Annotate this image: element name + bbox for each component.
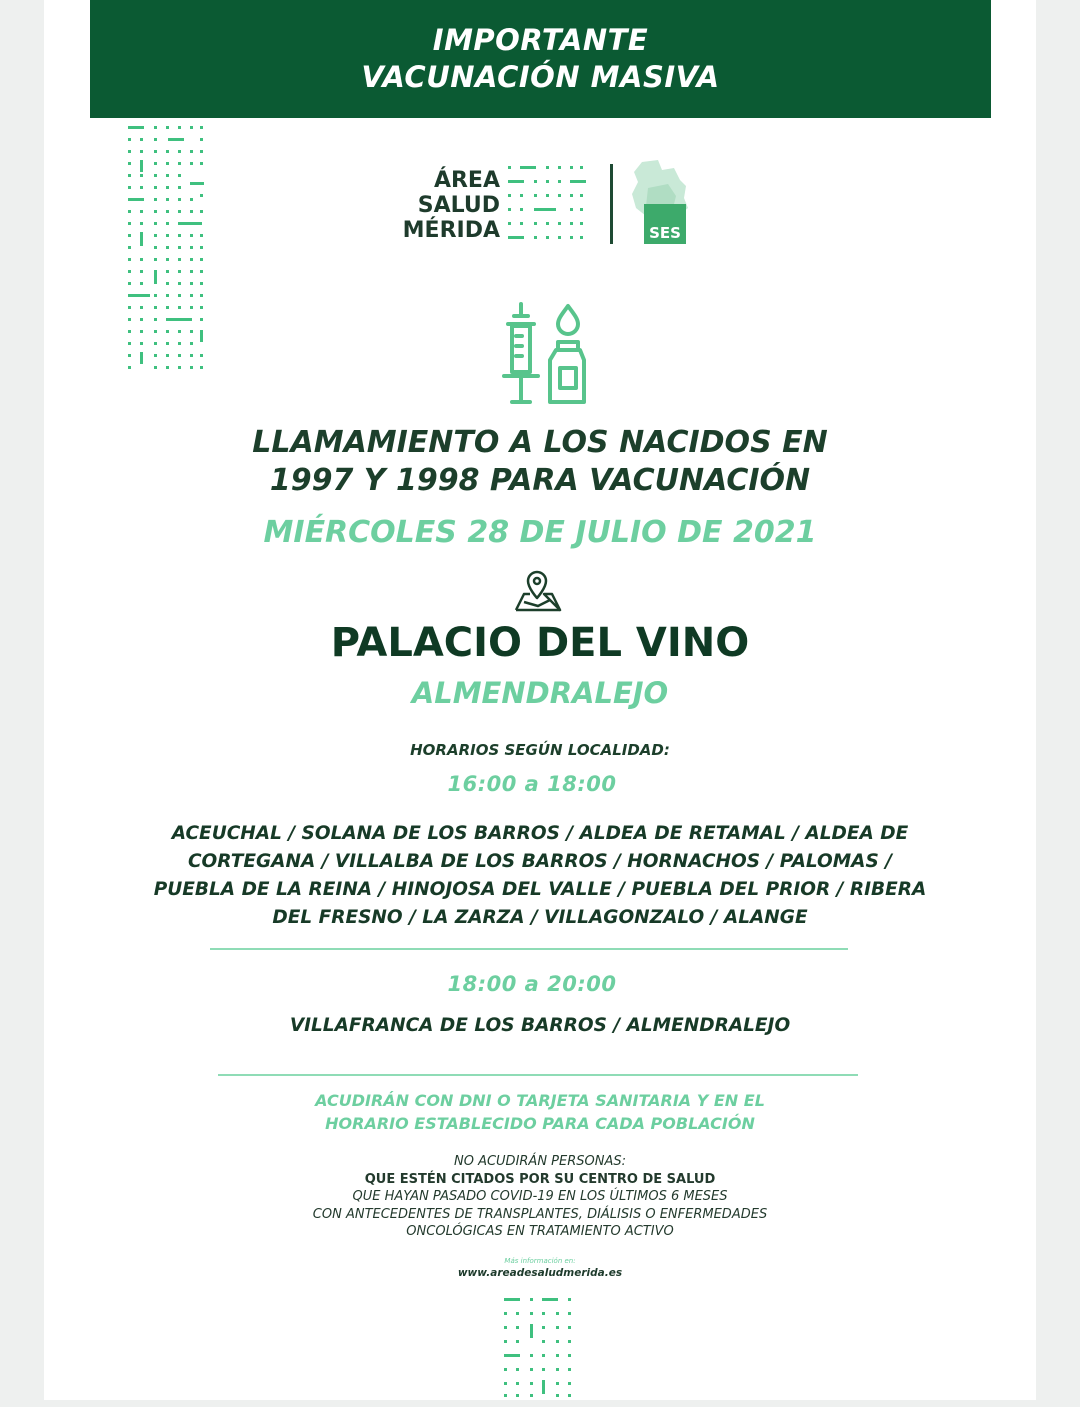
slot-1-towns [144,820,936,932]
top-banner [90,0,991,118]
town-line: PUEBLA DE LA REINA / HINOJOSA DEL VALLE / PUEBLA DEL PRIOR / RIBERA [153,879,927,900]
syringe-and-vial-icon [500,302,590,408]
headline [44,424,1036,500]
ses-logo [628,158,698,246]
divider-1 [210,948,848,950]
banner-line-1: IMPORTANTE [432,23,649,57]
dot-pattern-top-left [126,124,206,370]
divider-2 [218,1074,858,1076]
town-line: CORTEGANA / VILLALBA DE LOS BARROS / HORNACHOS / PALOMAS / [187,851,893,872]
requirement-note [194,1089,886,1135]
extremadura-map-icon [628,158,698,246]
website-link[interactable]: www.areadesaludmerida.es [457,1267,623,1279]
venue-name: PALACIO DEL VINO [330,620,750,666]
ses-badge-text: SES [649,224,681,242]
exclusion-item: QUE ESTÉN CITADOS POR SU CENTRO DE SALUD [364,1171,716,1187]
exclusion-item: CON ANTECEDENTES DE TRANSPLANTES, DIÁLISIS O ENFERMEDADES [312,1206,768,1222]
slot-2-time: 18:00 a 20:00 [447,972,617,996]
map-pin-icon [514,570,564,614]
exclusion-item: ONCOLÓGICAS EN TRATAMIENTO ACTIVO [406,1224,674,1239]
slot-2-towns [144,1012,936,1040]
logo-line-1: ÁREA [433,168,500,193]
town-line: VILLAFRANCA DE LOS BARROS / ALMENDRALEJO [289,1015,791,1036]
logo-dot-pattern [506,164,586,244]
exclusion-item: QUE HAYAN PASADO COVID-19 EN LOS ÚLTIMOS 6 MESES [352,1189,728,1204]
venue-city: ALMENDRALEJO [411,676,669,710]
more-info-label: Más información en: [504,1257,576,1265]
exclusions-list [194,1153,886,1241]
logo-line-3: MÉRIDA [402,218,500,243]
town-line: DEL FRESNO / LA ZARZA / VILLAGONZALO / ALANGE [272,907,808,928]
town-line: ACEUCHAL / SOLANA DE LOS BARROS / ALDEA DE RETAMAL / ALDEA DE [171,823,909,844]
logo-divider [610,164,613,244]
schedule-label: HORARIOS SEGÚN LOCALIDAD: [410,741,670,759]
exclusions-intro: NO ACUDIRÁN PERSONAS: [453,1154,627,1169]
logo-line-2: SALUD [417,193,500,218]
requirement-line-2: HORARIO ESTABLECIDO PARA CADA POBLACIÓN [325,1114,755,1133]
slot-1-time: 16:00 a 18:00 [447,772,617,796]
banner-line-2: VACUNACIÓN MASIVA [361,60,720,94]
area-salud-merida-logo [390,168,500,243]
poster-sheet [44,0,1036,1400]
headline-line-2: 1997 Y 1998 PARA VACUNACIÓN [269,463,811,498]
requirement-line-1: ACUDIRÁN CON DNI O TARJETA SANITARIA Y EN EL [315,1091,765,1110]
dot-pattern-bottom [502,1296,582,1400]
headline-line-1: LLAMAMIENTO A LOS NACIDOS EN [252,425,828,460]
event-date: MIÉRCOLES 28 DE JULIO DE 2021 [263,515,817,550]
